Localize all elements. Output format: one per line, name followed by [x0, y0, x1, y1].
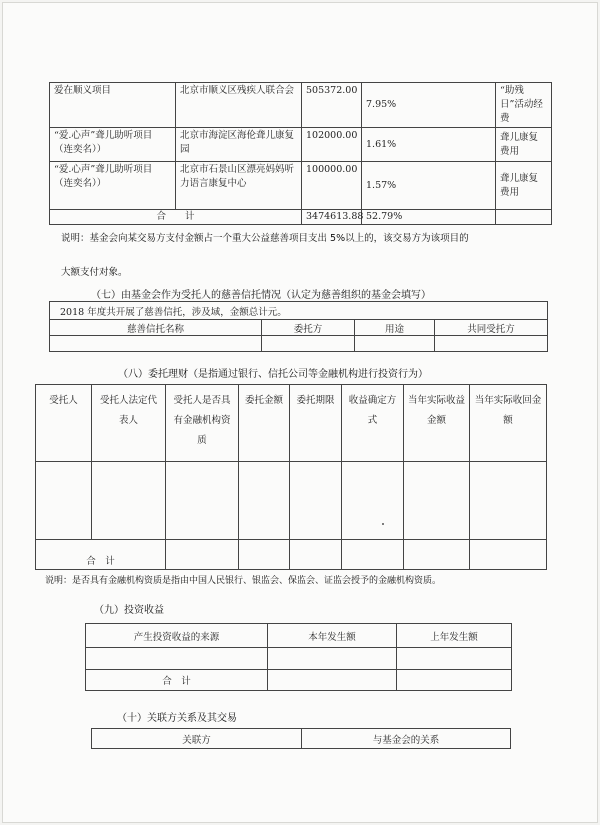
column-header: 本年发生额: [268, 624, 397, 648]
section-8-heading: （八）委托理财（是指通过银行、信托公司等金融机构进行投资行为）: [118, 369, 428, 380]
purpose-cell: 聋儿康复费用: [496, 162, 552, 210]
column-header: 关联方: [92, 729, 302, 749]
column-header: 受托人法定代表人: [92, 385, 166, 462]
amount-cell: 505372.00: [302, 83, 362, 128]
empty-cell: [342, 540, 404, 570]
investment-income-table: [85, 623, 512, 691]
table-row: [86, 648, 512, 670]
column-header: 收益确定方式: [342, 385, 404, 462]
table-row: [50, 336, 548, 352]
ratio-cell: 1.57%: [362, 162, 496, 210]
table-header-row: [86, 624, 512, 648]
purpose-cell: “助残日”活动经费: [496, 83, 552, 128]
empty-cell: [404, 540, 470, 570]
document-page: [2, 2, 598, 823]
column-header: 委托期限: [290, 385, 342, 462]
empty-cell: [290, 540, 342, 570]
entrusted-finance-table: [35, 384, 547, 570]
total-row: [50, 210, 552, 225]
empty-cell: [268, 670, 397, 691]
column-header: 受托人是否具有金融机构资质: [166, 385, 239, 462]
total-ratio: 52.79%: [362, 210, 496, 225]
total-amount: 3474613.88: [302, 210, 362, 225]
empty-cell: [397, 648, 512, 670]
project-cell: 爱在顺义项目: [50, 83, 176, 128]
empty-cell: [166, 462, 239, 540]
recipient-cell: 北京市石景山区漂亮妈妈听力语言康复中心: [176, 162, 302, 210]
empty-cell: [404, 462, 470, 540]
section-8-note: 说明：是否具有金融机构资质是指由中国人民银行、银监会、保监会、证监会授予的金融机构资质。: [45, 576, 442, 586]
empty-cell: [50, 336, 262, 352]
table-header-row: [50, 320, 548, 336]
column-header: 上年发生额: [397, 624, 512, 648]
project-cell: “爱.心声”聋儿助听项目（连奕名））: [50, 162, 176, 210]
empty-cell: [290, 462, 342, 540]
empty-cell: [92, 462, 166, 540]
table-header-row: [36, 385, 547, 462]
table-row: [50, 83, 552, 128]
donation-table: [49, 82, 552, 225]
empty-cell: [239, 540, 290, 570]
column-header: 委托金额: [239, 385, 290, 462]
column-header: 当年实际收回金额: [470, 385, 547, 462]
trust-statement: 2018 年度共开展了慈善信托，涉及域，金额总计元。: [50, 302, 548, 320]
section-7-heading: （七）由基金会作为受托人的慈善信托情况（认定为慈善组织的基金会填写）: [91, 290, 431, 301]
empty-cell: [36, 462, 92, 540]
empty-cell: [355, 336, 435, 352]
table-row: [50, 162, 552, 210]
empty-cell: [470, 462, 547, 540]
empty-cell: [239, 462, 290, 540]
total-label: 合 计: [86, 670, 268, 691]
column-header: 产生投资收益的来源: [86, 624, 268, 648]
column-header: 当年实际收益金额: [404, 385, 470, 462]
column-header: 委托方: [262, 320, 355, 336]
empty-cell: [470, 540, 547, 570]
total-label: 合 计: [50, 210, 302, 225]
table-row: [50, 302, 548, 320]
column-header: 与基金会的关系: [302, 729, 511, 749]
column-header: 共同受托方: [435, 320, 548, 336]
total-row: [86, 670, 512, 691]
empty-cell: [435, 336, 548, 352]
recipient-cell: 北京市海淀区海伦聋儿康复园: [176, 128, 302, 162]
ratio-cell: 7.95%: [362, 83, 496, 128]
total-row: [36, 540, 547, 570]
total-label: 合 计: [36, 540, 166, 570]
amount-cell: 102000.00: [302, 128, 362, 162]
recipient-cell: 北京市顺义区残疾人联合会: [176, 83, 302, 128]
column-header: 用途: [355, 320, 435, 336]
amount-cell: 100000.00: [302, 162, 362, 210]
empty-cell: [268, 648, 397, 670]
empty-cell: [86, 648, 268, 670]
project-cell: “爱.心声”聋儿助听项目（连奕名））: [50, 128, 176, 162]
section-10-heading: （十）关联方关系及其交易: [117, 713, 237, 724]
column-header: 受托人: [36, 385, 92, 462]
empty-cell: [166, 540, 239, 570]
column-header: 慈善信托名称: [50, 320, 262, 336]
total-empty-cell: [496, 210, 552, 225]
empty-cell: [397, 670, 512, 691]
large-payment-note-cont: 大额支付对象。: [61, 267, 128, 278]
table-header-row: [92, 729, 511, 749]
section-9-heading: （九）投资收益: [94, 605, 164, 616]
related-party-table: [91, 728, 511, 749]
stray-mark: [382, 523, 384, 525]
purpose-cell: 聋儿康复费用: [496, 128, 552, 162]
charitable-trust-table: [49, 301, 548, 352]
table-row: [50, 128, 552, 162]
empty-cell: [342, 462, 404, 540]
empty-cell: [262, 336, 355, 352]
ratio-cell: 1.61%: [362, 128, 496, 162]
large-payment-note: 说明：基金会向某交易方支付金额占一个重大公益慈善项目支出 5%以上的，该交易方为该项目的: [61, 233, 469, 244]
table-row: [36, 462, 547, 540]
